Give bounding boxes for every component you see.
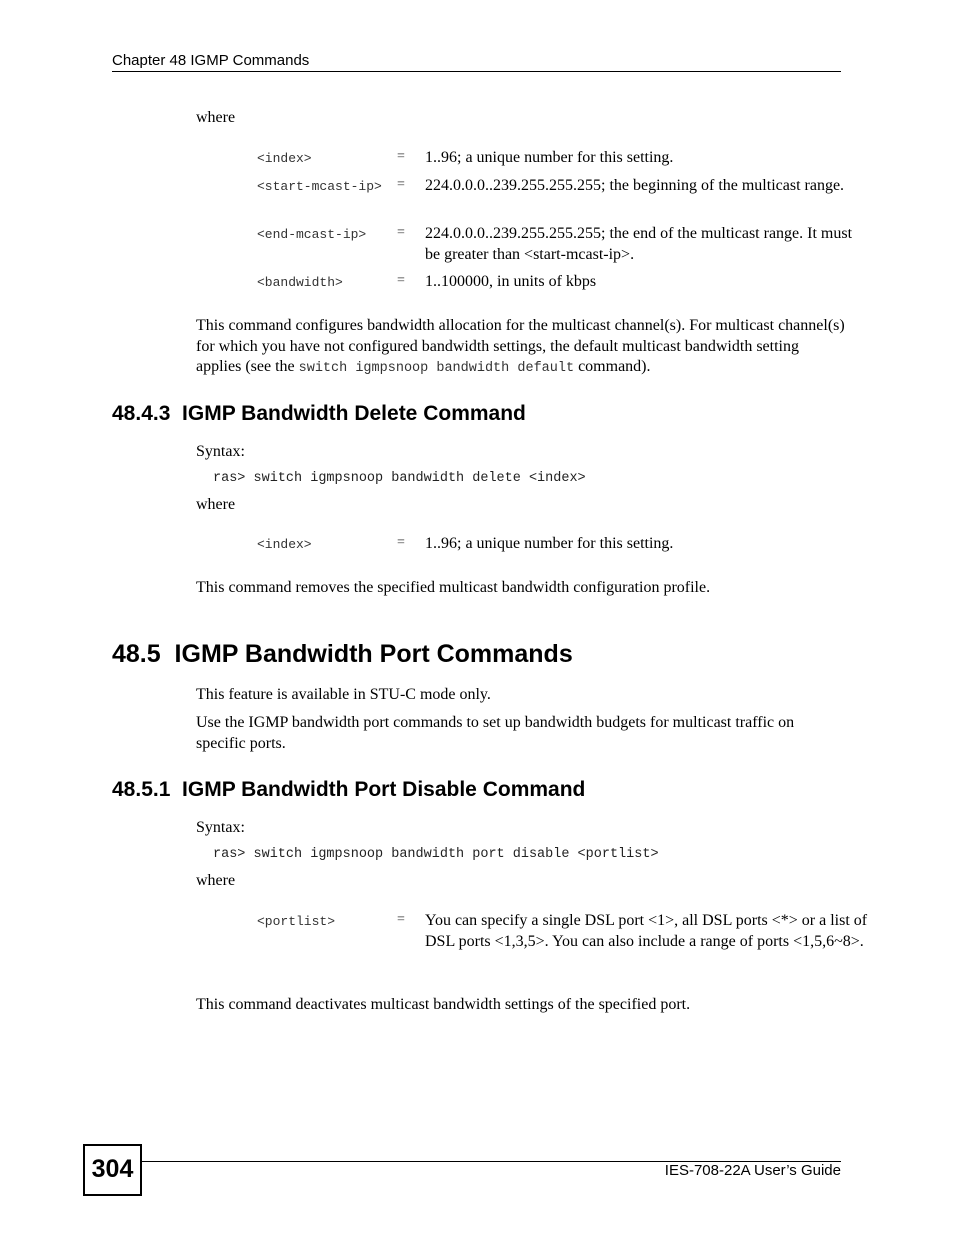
param-equals: = — [397, 912, 405, 927]
param-description: 1..96; a unique number for this setting. — [425, 149, 674, 166]
param-description: You can specify a single DSL port <1>, all DSL ports <*> or a list of DSL ports <1,3,5>. You can also include a range of ports <1,5,6~8>. — [425, 912, 868, 950]
param-description: 224.0.0.0..239.255.255.255; the beginning of the multicast range. — [425, 177, 845, 194]
body-paragraph: This feature is available in STU-C mode only. — [196, 686, 491, 703]
body-paragraph: This command removes the specified multicast bandwidth configuration profile. — [196, 579, 711, 596]
param-name: <bandwidth> — [257, 275, 343, 290]
where-label: where — [196, 109, 236, 126]
body-paragraph: This command deactivates multicast bandwidth settings of the specified port. — [196, 996, 691, 1013]
page-number-box — [83, 1144, 142, 1196]
where-label: where — [196, 496, 236, 513]
section-heading: 48.5.1 IGMP Bandwidth Port Disable Command — [112, 778, 586, 801]
syntax-command: ras> switch igmpsnoop bandwidth delete <index> — [213, 471, 586, 486]
param-name: <end-mcast-ip> — [257, 227, 367, 242]
param-description: 1..100000, in units of kbps — [425, 273, 597, 290]
param-name: <start-mcast-ip> — [257, 179, 382, 194]
param-name: <index> — [257, 537, 312, 552]
section-heading: 48.4.3 IGMP Bandwidth Delete Command — [112, 402, 526, 425]
body-paragraph — [196, 316, 846, 380]
param-description: 1..96; a unique number for this setting. — [425, 535, 674, 552]
param-equals: = — [397, 535, 405, 550]
paragraph-text: command). — [574, 358, 651, 375]
where-label: where — [196, 872, 236, 889]
body-paragraph: Use the IGMP bandwidth port commands to set up bandwidth budgets for multicast traffic on specific ports. — [196, 714, 795, 752]
running-header: Chapter 48 IGMP Commands — [112, 52, 310, 69]
param-equals: = — [397, 177, 405, 192]
guide-title: IES-708-22A User’s Guide — [664, 1162, 841, 1179]
syntax-command: ras> switch igmpsnoop bandwidth port disable <portlist> — [213, 847, 659, 862]
param-name: <index> — [257, 151, 312, 166]
syntax-label: Syntax: — [196, 443, 245, 460]
paragraph-text: This command configures bandwidth allocation for the multicast channel(s). For multicast channel(s) for which you have not configured bandwidth settings, the default multicast bandwidth setting applies (see the — [196, 317, 845, 375]
param-name: <portlist> — [257, 914, 336, 929]
param-equals: = — [397, 149, 405, 164]
chapter-section-heading: 48.5 IGMP Bandwidth Port Commands — [112, 640, 573, 668]
param-description: 224.0.0.0..239.255.255.255; the end of the multicast range. It must be greater than <start-mcast-ip>. — [425, 225, 853, 263]
header-rule — [112, 71, 841, 72]
page-number: 304 — [91, 1155, 134, 1183]
param-equals: = — [397, 273, 405, 288]
inline-command: switch igmpsnoop bandwidth default — [298, 361, 575, 376]
syntax-label: Syntax: — [196, 819, 245, 836]
param-equals: = — [397, 225, 405, 240]
